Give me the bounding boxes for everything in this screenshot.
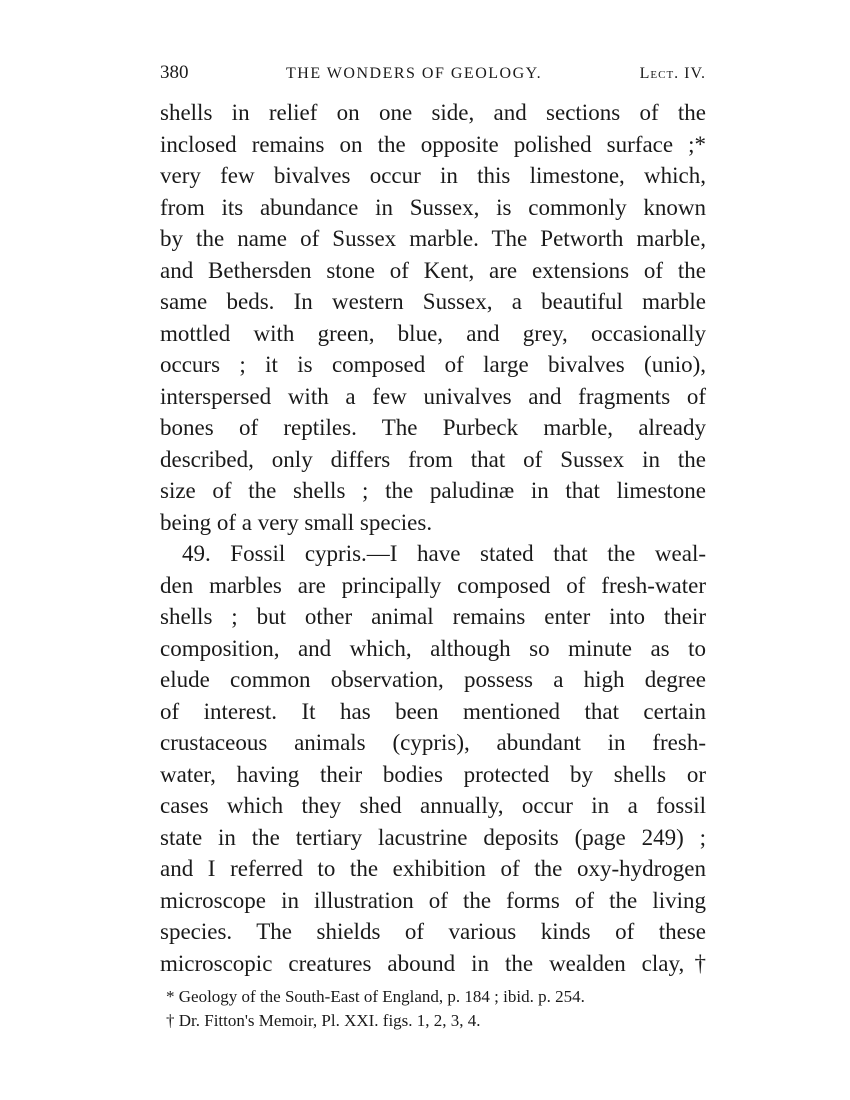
- text-line: cases which they shed annually, occur in a fossil: [160, 793, 706, 818]
- text-line: composition, and which, although so minute as to: [160, 635, 706, 661]
- text-line: crustaceous animals (cypris), abundant in fresh-: [160, 730, 706, 755]
- text-line: shells in relief on one side, and sections of the: [160, 100, 706, 125]
- text-line: from its abundance in Sussex, is commonly known: [160, 194, 706, 220]
- text-line: described, only differs from that of Sussex in the: [160, 446, 706, 472]
- running-head: [160, 60, 706, 87]
- section-heading-line: 49. Fossil cypris.—I have stated that the weal-: [182, 541, 706, 566]
- text-line: interspersed with a few univalves and fragments of: [160, 383, 706, 409]
- text-line: microscopic creatures abound in the wealden clay,†: [160, 950, 706, 976]
- lecture-label: Lect. IV.: [639, 65, 706, 82]
- footnotes: [160, 985, 706, 1033]
- book-page: [160, 60, 706, 1033]
- text-line: water, having their bodies protected by shells or: [160, 761, 706, 787]
- text-line: shells ; but other animal remains enter into their: [160, 604, 706, 629]
- text-line: occurs ; it is composed of large bivalves (unio),: [160, 352, 706, 377]
- text-line: and I referred to the exhibition of the oxy-hydrogen: [160, 856, 706, 881]
- text-line: size of the shells ; the paludinæ in that limestone: [160, 478, 706, 503]
- text-line: bones of reptiles. The Purbeck marble, already: [160, 415, 706, 440]
- page-number: 380: [160, 62, 189, 83]
- text-line: elude common observation, possess a high degree: [160, 667, 706, 692]
- text-line: of interest. It has been mentioned that certain: [160, 698, 706, 724]
- text-line: mottled with green, blue, and grey, occasionally: [160, 320, 706, 346]
- text-line: species. The shields of various kinds of these: [160, 919, 706, 944]
- text-line: and Bethersden stone of Kent, are extensions of the: [160, 257, 706, 283]
- text-line: state in the tertiary lacustrine deposits (page 249) ;: [160, 824, 706, 850]
- text-line: very few bivalves occur in this limestone, which,: [160, 163, 706, 188]
- text-line: den marbles are principally composed of fresh-water: [160, 572, 706, 598]
- text-line: being of a very small species.: [160, 509, 433, 535]
- running-title: THE WONDERS OF GEOLOGY.: [285, 65, 543, 82]
- text-line: microscope in illustration of the forms of the living: [160, 887, 706, 913]
- text-line: same beds. In western Sussex, a beautiful marble: [160, 289, 706, 314]
- body-text: [160, 97, 706, 979]
- footnote: † Dr. Fitton's Memoir, Pl. XXI. figs. 1, 2, 3, 4.: [166, 1011, 481, 1030]
- footnote: * Geology of the South-East of England, p. 184 ; ibid. p. 254.: [166, 987, 585, 1006]
- text-line: inclosed remains on the opposite polished surface ;*: [160, 131, 706, 157]
- text-line: by the name of Sussex marble. The Petworth marble,: [160, 226, 706, 251]
